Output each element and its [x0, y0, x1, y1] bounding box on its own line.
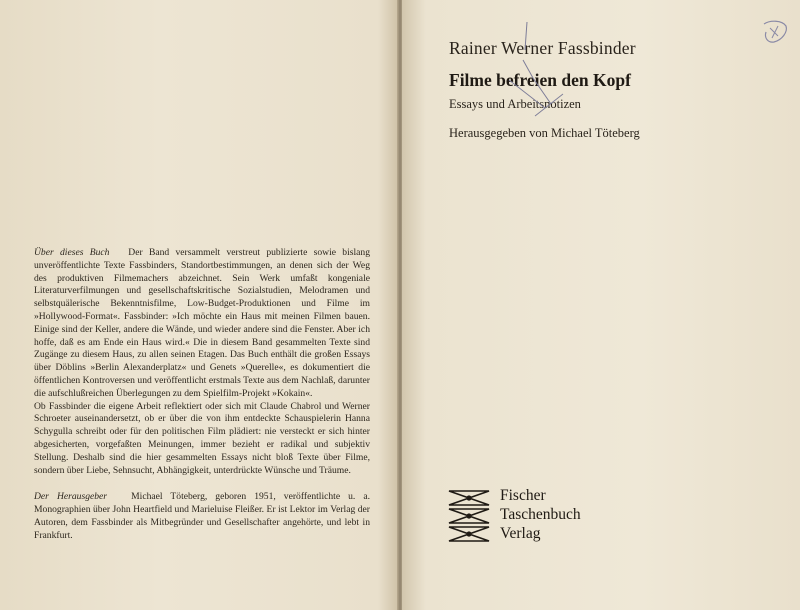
about-label: Über dieses Buch: [34, 247, 110, 258]
book-title: Filme befreien den Kopf: [449, 70, 631, 90]
editor-label: Der Herausgeber: [34, 491, 108, 503]
editor-paragraph: [34, 491, 370, 542]
fischer-fish-logo-icon: [447, 487, 491, 547]
about-text: Der Band versammelt verstreut publizierte sowie bislang unveröffentlichte Texte Fassbinders, Standortbestimmungen, an denen sich der Weg des produktiven Filmemachers abzeichnet. Sein Werk umfaßt kongeniale Literaturverfilmungen und gesellschaftskritische Sozialstudien, Melodramen und selbstquälerische Bekenntnisfilme, Low-Budget-Produktionen und Filme im »Hollywood-Format«. Fassbinder: »Ich möchte ein Haus mit meinen Filmen bauen. Einige sind der Keller, andere die Wände, und wieder andere sind die Fenster. Aber ich hoffe, daß es am Ende ein Haus wird.« Die in diesem Band gesammelten Texte sind Zugänge zu diesem Haus, zu allen seinen Etagen. Das Buch enthält die großen Essays über Döblins »Berlin Alexanderplatz« und Genets »Querelle«, es dokumentiert die öffentlichen Kontroversen und veröffentlicht erstmals Texte aus dem Nachlaß, darunter die aufschlußreichen Überlegungen zu dem Spielfilm-Projekt »Kokain«.: [34, 247, 371, 399]
publisher-line-3: Verlag: [500, 525, 541, 542]
publisher-name: [500, 486, 581, 543]
publisher-line-2: Taschenbuch: [500, 506, 581, 523]
back-blurb: [34, 247, 370, 543]
about-paragraph-2: Ob Fassbinder die eigene Arbeit reflektiert oder sich mit Claude Chabrol und Werner Schroeter auseinandersetzt, ob er über die von ihm entdeckte Schauspielerin Hanna Schygulla schreibt oder für den politischen Film plädiert: nie versteckt er sich hinter abgesicherten, vorgefaßten Meinungen, immer bezieht er radikal und subjektiv Stellung. Deshalb sind die hier gesammelten Essays nicht bloß Texte über Filme, sondern über Liebe, Sehnsucht, Abhängigkeit, unterdrückte Wünsche und Träume.: [34, 400, 370, 476]
pencil-strike-icon: [505, 20, 565, 130]
editor-credit: Herausgegeben von Michael Töteberg: [449, 126, 640, 140]
editor-bio: Michael Töteberg, geboren 1951, veröffentlichte u. a. Monographien über John Heartfield und Marieluise Fleißer. Er ist Lektor im Verlag der Autoren, dem Fassbinder als Mitbegründer und Gesellschafter angehörte, und lebt in Frankfurt.: [34, 491, 370, 541]
left-page: [0, 0, 398, 610]
book-subtitle: Essays und Arbeitsnotizen: [449, 97, 581, 111]
about-paragraph: [34, 247, 370, 401]
author-name: Rainer Werner Fassbinder: [449, 38, 636, 58]
handwritten-number-mark-icon: [760, 18, 790, 48]
publisher-line-1: Fischer: [500, 487, 546, 504]
